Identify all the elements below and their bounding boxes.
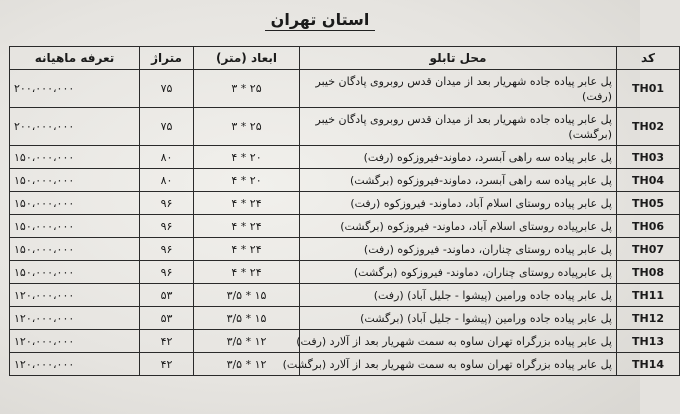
cell-location: پل عابر پیاده سه راهی آبسرد، دماوند-فیروزکوه (رفت)	[300, 146, 617, 169]
header-meterage: متراژ	[140, 47, 194, 70]
cell-meterage: ۹۶	[140, 192, 194, 215]
cell-dimensions: ۲۴ * ۴	[194, 261, 300, 284]
cell-location: پل عابر پیاده بزرگراه تهران ساوه به سمت شهریار بعد از آلارد (رفت)	[300, 330, 617, 353]
cell-tariff: ۱۲۰،۰۰۰،۰۰۰	[10, 353, 140, 376]
cell-tariff: ۱۵۰،۰۰۰،۰۰۰	[10, 169, 140, 192]
cell-tariff: ۱۵۰،۰۰۰،۰۰۰	[10, 261, 140, 284]
cell-dimensions: ۲۴ * ۴	[194, 215, 300, 238]
header-tariff: تعرفه ماهیانه	[10, 47, 140, 70]
cell-code: TH11	[617, 284, 680, 307]
table-row	[10, 169, 680, 192]
cell-dimensions: ۱۲ * ۳/۵	[194, 330, 300, 353]
table-row	[10, 70, 680, 108]
cell-code: TH08	[617, 261, 680, 284]
cell-meterage: ۸۰	[140, 146, 194, 169]
cell-location: پل عابر پیاده بزرگراه تهران ساوه به سمت شهریار بعد از آلارد (برگشت)	[300, 353, 617, 376]
cell-dimensions: ۲۰ * ۴	[194, 169, 300, 192]
cell-meterage: ۴۲	[140, 353, 194, 376]
cell-location: پل عابر پیاده جاده ورامین (پیشوا - جلیل آباد) (برگشت)	[300, 307, 617, 330]
cell-tariff: ۱۲۰،۰۰۰،۰۰۰	[10, 307, 140, 330]
page-title	[0, 10, 640, 29]
cell-dimensions: ۲۴ * ۴	[194, 238, 300, 261]
cell-meterage: ۷۵	[140, 70, 194, 108]
table-row	[10, 238, 680, 261]
cell-tariff: ۱۲۰،۰۰۰،۰۰۰	[10, 284, 140, 307]
table-header-row	[10, 47, 680, 70]
table-row	[10, 307, 680, 330]
cell-meterage: ۹۶	[140, 261, 194, 284]
cell-dimensions: ۲۰ * ۴	[194, 146, 300, 169]
cell-meterage: ۹۶	[140, 238, 194, 261]
cell-dimensions: ۱۵ * ۳/۵	[194, 307, 300, 330]
cell-location: پل عابر پیاده روستای اسلام آباد، دماوند- فیروزکوه (رفت)	[300, 192, 617, 215]
cell-code: TH07	[617, 238, 680, 261]
table-row	[10, 108, 680, 146]
table-row	[10, 284, 680, 307]
cell-location: پل عابر پیاده جاده شهریار بعد از میدان قدس روبروی پادگان خیبر (رفت)	[300, 70, 617, 108]
table-row	[10, 330, 680, 353]
cell-dimensions: ۱۲ * ۳/۵	[194, 353, 300, 376]
table-row	[10, 215, 680, 238]
table-row	[10, 146, 680, 169]
cell-meterage: ۸۰	[140, 169, 194, 192]
cell-location: پل عابر پیاده روستای چناران، دماوند- فیروزکوه (رفت)	[300, 238, 617, 261]
cell-code: TH13	[617, 330, 680, 353]
cell-tariff: ۱۵۰،۰۰۰،۰۰۰	[10, 146, 140, 169]
cell-code: TH14	[617, 353, 680, 376]
cell-location: پل عابرپیاده روستای چناران، دماوند- فیروزکوه (برگشت)	[300, 261, 617, 284]
page-title-text: استان تهران	[265, 10, 376, 31]
table-row	[10, 192, 680, 215]
cell-code: TH04	[617, 169, 680, 192]
header-location: محل تابلو	[300, 47, 617, 70]
cell-tariff: ۱۲۰،۰۰۰،۰۰۰	[10, 330, 140, 353]
cell-code: TH02	[617, 108, 680, 146]
header-dimensions: ابعاد (متر)	[194, 47, 300, 70]
header-code: کد	[617, 47, 680, 70]
billboard-table	[9, 46, 680, 376]
cell-meterage: ۵۳	[140, 307, 194, 330]
table-row	[10, 261, 680, 284]
cell-code: TH12	[617, 307, 680, 330]
cell-meterage: ۴۲	[140, 330, 194, 353]
cell-tariff: ۱۵۰،۰۰۰،۰۰۰	[10, 238, 140, 261]
cell-dimensions: ۲۴ * ۴	[194, 192, 300, 215]
cell-tariff: ۱۵۰،۰۰۰،۰۰۰	[10, 215, 140, 238]
cell-code: TH01	[617, 70, 680, 108]
cell-location: پل عابر پیاده جاده ورامین (پیشوا - جلیل آباد) (رفت)	[300, 284, 617, 307]
cell-dimensions: ۲۵ * ۳	[194, 70, 300, 108]
cell-code: TH03	[617, 146, 680, 169]
cell-dimensions: ۱۵ * ۳/۵	[194, 284, 300, 307]
cell-meterage: ۷۵	[140, 108, 194, 146]
table-row	[10, 353, 680, 376]
cell-tariff: ۲۰۰،۰۰۰،۰۰۰	[10, 70, 140, 108]
cell-code: TH06	[617, 215, 680, 238]
cell-dimensions: ۲۵ * ۳	[194, 108, 300, 146]
cell-location: پل عابرپیاده روستای اسلام آباد، دماوند- فیروزکوه (برگشت)	[300, 215, 617, 238]
cell-tariff: ۱۵۰،۰۰۰،۰۰۰	[10, 192, 140, 215]
cell-location: پل عابر پیاده جاده شهریار بعد از میدان قدس روبروی پادگان خیبر (برگشت)	[300, 108, 617, 146]
cell-code: TH05	[617, 192, 680, 215]
cell-meterage: ۵۳	[140, 284, 194, 307]
cell-tariff: ۲۰۰،۰۰۰،۰۰۰	[10, 108, 140, 146]
cell-meterage: ۹۶	[140, 215, 194, 238]
cell-location: پل عابر پیاده سه راهی آبسرد، دماوند-فیروزکوه (برگشت)	[300, 169, 617, 192]
